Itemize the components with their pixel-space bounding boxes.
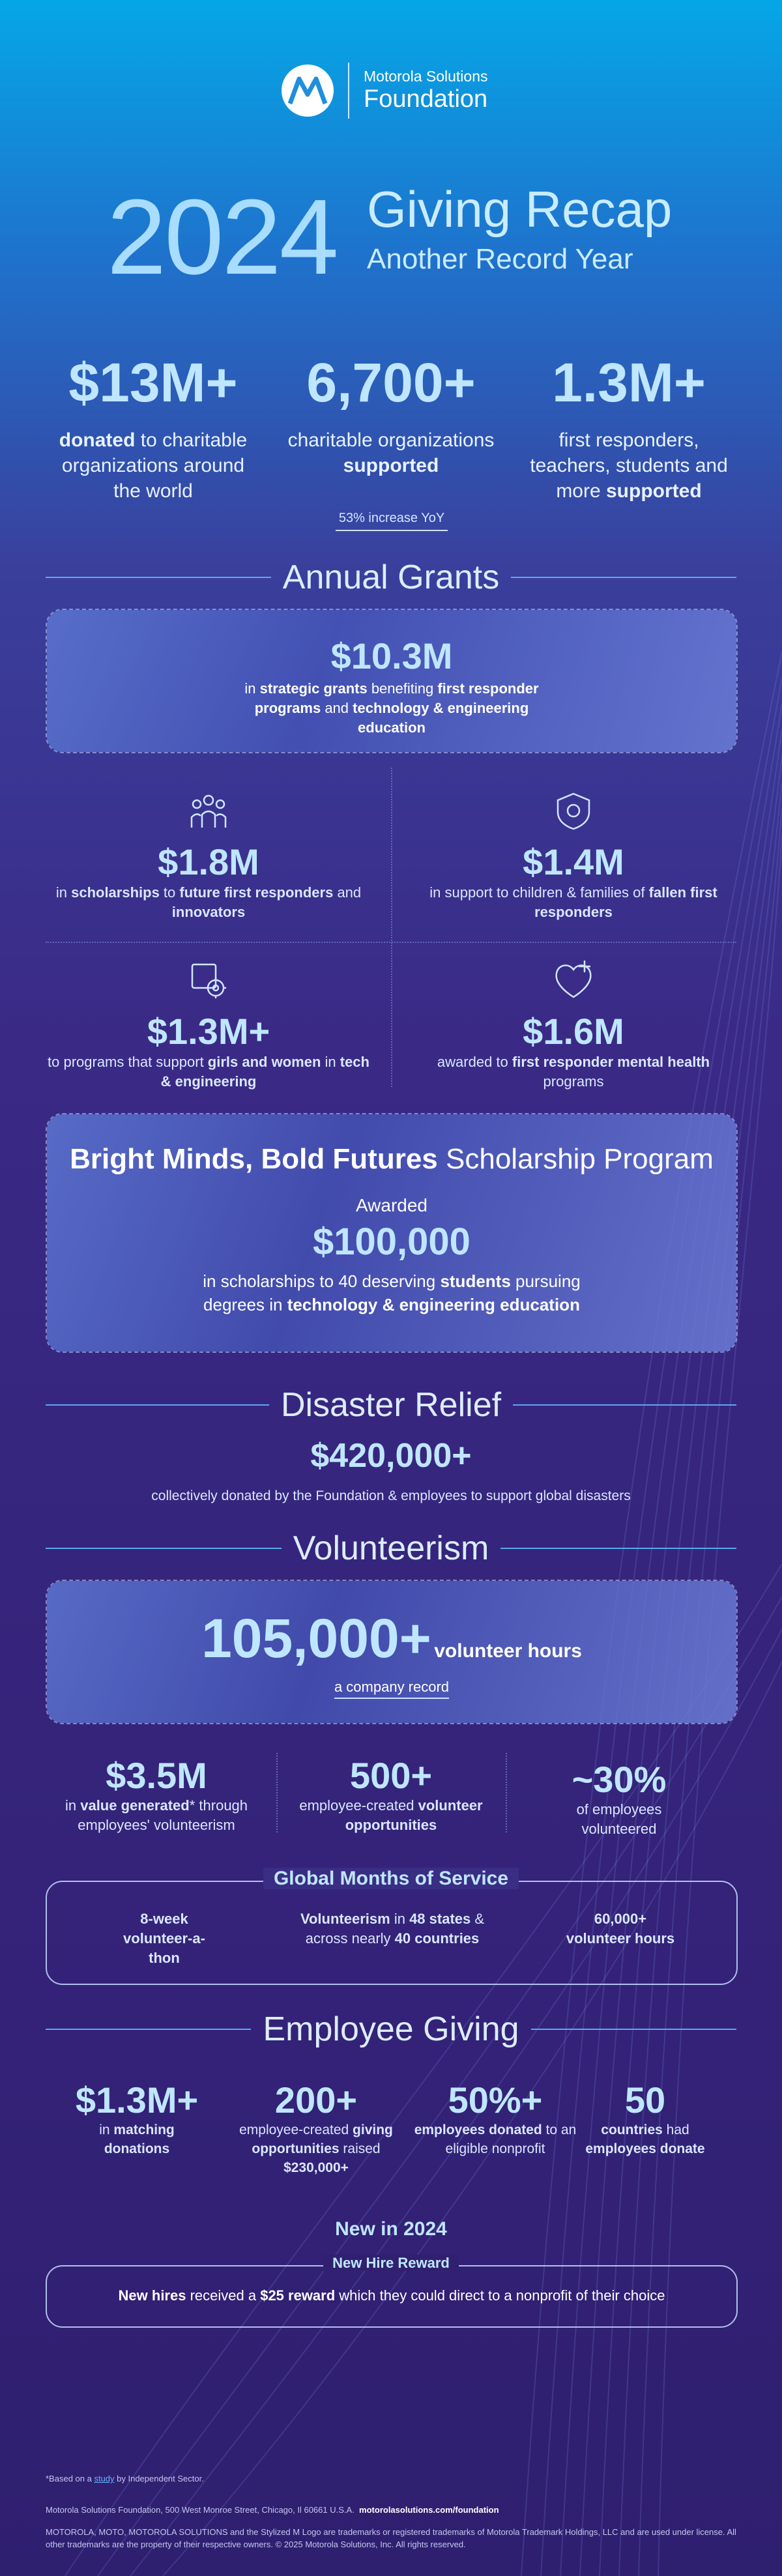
stat-value: 1.3M+ [552, 352, 706, 413]
volunteer-hours-unit: volunteer hours [434, 1640, 582, 1662]
logo-divider [348, 63, 349, 119]
new-hire-reward-title: New Hire Reward [0, 2255, 782, 2272]
scholarship-program-box [46, 1113, 738, 1353]
people-group-icon [186, 789, 231, 834]
divider [276, 1753, 278, 1832]
gms-volunteer-a-thon: 8-week volunteer-a-thon [123, 1911, 205, 1966]
strategic-grants-desc: in strategic grants benefiting first responder programs and technology & engineering education [244, 680, 539, 736]
disaster-value: $420,000+ [310, 1437, 472, 1475]
section-header-disaster-relief [46, 1385, 736, 1425]
grant-value: $1.4M [523, 841, 624, 882]
report-tagline: Another Record Year [367, 243, 633, 275]
scholarship-title: Bright Minds, Bold Futures Scholarship Program [70, 1143, 714, 1175]
gms-states-countries: Volunteerism in 48 states & across nearly 40 countries [300, 1911, 485, 1946]
footer-legal: MOTOROLA, MOTO, MOTOROLA SOLUTIONS and the Stylized M Logo are trademarks or registered trademarks of Motorola Trademark Holdings, LLC and are used under license. All other trademarks are the property of their respective owners. © 2025 Motorola Solutions, Inc. All rights reserved. [46, 2527, 736, 2549]
giving-countries [560, 2080, 730, 2158]
grant-mental-health [411, 958, 736, 1092]
heart-plus-icon [551, 958, 596, 1004]
stat-organizations [283, 352, 499, 478]
grid-divider [391, 768, 392, 1087]
stat-value: $13M+ [68, 352, 238, 413]
motorola-m-icon [282, 65, 334, 117]
grant-desc: in scholarships to future first responders and innovators [55, 884, 362, 920]
giving-employees-donated [411, 2080, 580, 2158]
stat-desc: first responders, teachers, students and more supported [530, 429, 728, 502]
scholarship-awarded-label: Awarded [355, 1195, 427, 1215]
stat-desc: donated to charitable organizations around the world [59, 429, 248, 502]
stat-value: 6,700+ [306, 352, 476, 413]
stat-value: 50%+ [448, 2079, 543, 2120]
section-title: Annual Grants [282, 558, 500, 596]
divider [506, 1753, 507, 1832]
section-title: Volunteerism [293, 1529, 489, 1567]
stat-desc: countries had employees donate [585, 2122, 705, 2156]
section-header-annual-grants [46, 558, 736, 597]
strategic-grants-value: $10.3M [330, 635, 453, 676]
volunteer-opportunities [280, 1756, 502, 1835]
stat-value: 50 [624, 2079, 666, 2120]
stat-desc: in value generated* through employees' volunteerism [65, 1797, 248, 1833]
stat-desc: employee-created volunteer opportunities [299, 1797, 483, 1833]
strategic-grants-box [46, 609, 738, 753]
volunteer-value-generated [46, 1756, 267, 1835]
study-link[interactable]: study [94, 2474, 115, 2483]
disaster-desc: collectively donated by the Foundation & employees to support global disasters [151, 1488, 631, 1503]
section-header-employee-giving [46, 2010, 736, 2049]
new-hire-reward-desc: New hires received a $25 reward which they could direct to a nonprofit of their choice [118, 2287, 665, 2304]
new-hire-reward-box [46, 2265, 738, 2328]
company-record-note: a company record [47, 1679, 736, 1696]
grant-scholarships [46, 789, 371, 922]
grant-value: $1.8M [158, 841, 259, 882]
gms-volunteer-hours: 60,000+ volunteer hours [566, 1911, 675, 1946]
new-in-2024-title: New in 2024 [335, 2218, 447, 2240]
grant-value: $1.3M+ [147, 1011, 270, 1052]
org-name-line2: Foundation [364, 85, 488, 113]
global-months-box [46, 1881, 738, 1985]
volunteer-hours-value: 105,000+ [201, 1608, 431, 1669]
volunteer-hours-box [46, 1580, 738, 1724]
grant-desc: in support to children & families of fallen first responders [429, 884, 717, 920]
section-title: Employee Giving [263, 2010, 519, 2048]
stat-value: $1.3M+ [75, 2079, 199, 2120]
stat-value: ~30% [572, 1759, 667, 1800]
website-link[interactable]: motorolasolutions.com/foundation [359, 2505, 499, 2515]
stat-desc: of employees volunteered [576, 1801, 662, 1837]
section-title: Disaster Relief [280, 1386, 502, 1424]
police-badge-icon [551, 789, 596, 834]
report-title: Giving Recap [367, 181, 673, 238]
scholarship-value: $100,000 [313, 1221, 471, 1263]
volunteer-hours-line [47, 1607, 736, 1670]
foundation-logo [282, 63, 488, 119]
org-name-line1: Motorola Solutions [364, 68, 488, 85]
gms-title: Global Months of Service [0, 1868, 782, 1890]
volunteer-employee-percent [508, 1759, 730, 1839]
stat-people-supported [521, 352, 736, 504]
stat-donated [46, 352, 261, 504]
stat-desc: in matching donations [99, 2122, 175, 2156]
stat-desc: employees donated to an eligible nonprofit [414, 2122, 577, 2156]
stat-desc: charitable organizations supported [287, 429, 495, 476]
grant-desc: to programs that support girls and women in tech & engineering [48, 1054, 369, 1090]
section-header-volunteerism [46, 1529, 736, 1568]
grid-divider [46, 942, 736, 943]
footnote: *Based on a study by Independent Sector. [46, 2474, 204, 2483]
grant-desc: awarded to first responder mental health programs [437, 1054, 710, 1090]
stat-desc: employee-created giving opportunities raised $230,000+ [239, 2122, 393, 2175]
gear-chip-icon [186, 958, 231, 1004]
yoy-note: 53% increase YoY [336, 511, 448, 531]
grant-girls-women-tech [46, 958, 371, 1092]
giving-opportunities [228, 2080, 404, 2177]
grant-fallen-responders [411, 789, 736, 922]
footer-address: Motorola Solutions Foundation, 500 West Monroe Street, Chicago, Il 60661 U.S.A. motorolasolutions.com/foundation [46, 2505, 499, 2515]
giving-matching [52, 2080, 222, 2158]
stat-value: $3.5M [106, 1755, 207, 1796]
stat-value: 200+ [274, 2079, 358, 2120]
scholarship-desc: in scholarships to 40 deserving students pursuing degrees in technology & engineering education [203, 1271, 581, 1314]
grant-value: $1.6M [523, 1011, 624, 1052]
report-year: 2024 [107, 177, 337, 297]
stat-value: 500+ [349, 1755, 433, 1796]
